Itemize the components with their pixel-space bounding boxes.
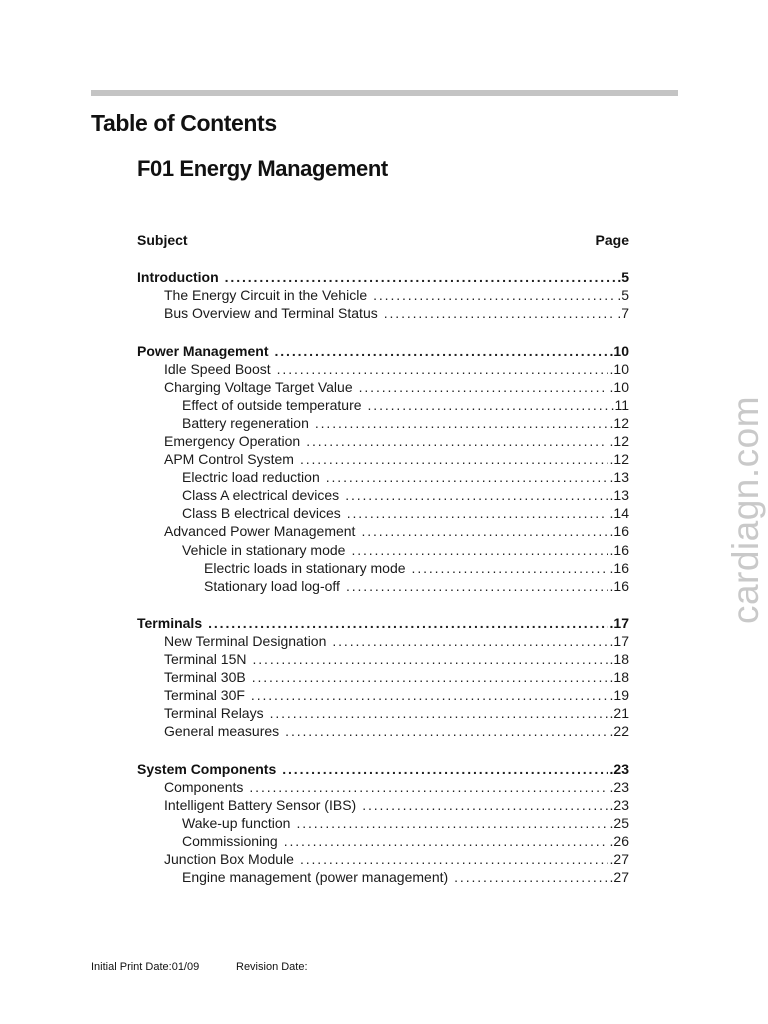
- toc-section[interactable]: [137, 760, 629, 778]
- dot-leader: [412, 559, 608, 577]
- toc-section[interactable]: [137, 342, 629, 360]
- toc-entry-page: .13: [609, 487, 629, 503]
- document-title: F01 Energy Management: [137, 156, 388, 181]
- toc-entry-label: Class A electrical devices: [182, 487, 340, 503]
- toc-entry-page: .23: [609, 797, 629, 813]
- toc-entry[interactable]: [137, 722, 629, 740]
- toc-entry-label: System Components: [137, 761, 277, 777]
- subject-column-header: Subject: [137, 232, 188, 248]
- toc-entry-label: New Terminal Designation: [164, 633, 327, 649]
- toc-entry[interactable]: [137, 541, 629, 559]
- toc-entry[interactable]: [137, 450, 629, 468]
- toc-entry[interactable]: [137, 850, 629, 868]
- toc-entry-page: .5: [617, 287, 629, 303]
- toc-entry-label: Terminal 15N: [164, 651, 247, 667]
- toc-entry[interactable]: [137, 796, 629, 814]
- toc-entry-label: The Energy Circuit in the Vehicle: [164, 287, 368, 303]
- toc-entry-page: .23: [609, 761, 629, 777]
- toc-section[interactable]: [137, 614, 629, 632]
- toc-entry-label: Emergency Operation: [164, 433, 301, 449]
- toc-entry-page: .12: [609, 451, 629, 467]
- toc-entry-label: Commissioning: [182, 833, 278, 849]
- toc-entry[interactable]: [137, 304, 629, 322]
- toc-entry-label: Terminal 30B: [164, 669, 246, 685]
- dot-leader: [225, 268, 616, 286]
- toc-entry-label: Terminals: [137, 615, 203, 631]
- toc-entry-page: .16: [609, 560, 629, 576]
- toc-entry-page: .10: [609, 343, 629, 359]
- toc-entry-label: General measures: [164, 723, 280, 739]
- dot-leader: [284, 832, 608, 850]
- toc-entry[interactable]: [137, 868, 629, 886]
- toc-entry[interactable]: [137, 286, 629, 304]
- toc-entry-label: Terminal 30F: [164, 687, 245, 703]
- dot-leader: [252, 668, 608, 686]
- dot-leader: [282, 760, 607, 778]
- toc-entry-label: Components: [164, 779, 244, 795]
- toc-entry[interactable]: [137, 468, 629, 486]
- dot-leader: [270, 704, 608, 722]
- toc-entry[interactable]: [137, 432, 629, 450]
- revision-date: Revision Date:: [236, 961, 308, 973]
- toc-entry[interactable]: [137, 360, 629, 378]
- toc-entry-label: Bus Overview and Terminal Status: [164, 305, 378, 321]
- dot-leader: [346, 577, 608, 595]
- toc-entry[interactable]: [137, 832, 629, 850]
- toc-entry[interactable]: [137, 378, 629, 396]
- toc-entry[interactable]: [137, 559, 629, 577]
- toc-entry-page: .7: [617, 305, 629, 321]
- dot-leader: [351, 541, 607, 559]
- toc-entry-label: Advanced Power Management: [164, 523, 356, 539]
- toc-entry-page: .16: [609, 542, 629, 558]
- dot-leader: [359, 378, 608, 396]
- toc-entry-label: Electric load reduction: [182, 469, 320, 485]
- toc-entry-label: Class B electrical devices: [182, 505, 341, 521]
- dot-leader: [454, 868, 607, 886]
- dot-leader: [249, 778, 607, 796]
- toc-entry-page: .12: [609, 415, 629, 431]
- dot-leader: [306, 432, 607, 450]
- dot-leader: [274, 342, 607, 360]
- toc-entry-label: Charging Voltage Target Value: [164, 379, 353, 395]
- page-column-header: Page: [595, 232, 629, 248]
- toc-entry-label: Effect of outside temperature: [182, 397, 362, 413]
- dot-leader: [362, 796, 607, 814]
- dot-leader: [300, 850, 608, 868]
- dot-leader: [252, 650, 607, 668]
- toc-entry-page: .19: [609, 687, 629, 703]
- toc-entry[interactable]: [137, 522, 629, 540]
- toc-entry-page: .16: [609, 523, 629, 539]
- toc-entry-page: .21: [609, 705, 629, 721]
- toc-entry[interactable]: [137, 632, 629, 650]
- toc-entry-page: .17: [609, 633, 629, 649]
- toc-entry[interactable]: [137, 686, 629, 704]
- toc-entry-page: .23: [609, 779, 629, 795]
- toc-entry-label: APM Control System: [164, 451, 294, 467]
- toc-entry-label: Intelligent Battery Sensor (IBS): [164, 797, 357, 813]
- dot-leader: [368, 396, 609, 414]
- toc-entry-page: .16: [609, 578, 629, 594]
- toc-entry-page: .25: [609, 815, 629, 831]
- toc-entry-page: .26: [609, 833, 629, 849]
- toc-entry-page: .14: [609, 505, 629, 521]
- toc-entry[interactable]: [137, 396, 629, 414]
- toc-entry-label: Power Management: [137, 343, 269, 359]
- toc-entry-label: Idle Speed Boost: [164, 361, 271, 377]
- toc-entry[interactable]: [137, 414, 629, 432]
- toc-entry[interactable]: [137, 704, 629, 722]
- toc-entry-label: Terminal Relays: [164, 705, 264, 721]
- toc-entry-label: Wake-up function: [182, 815, 291, 831]
- dot-leader: [208, 614, 607, 632]
- toc-entry[interactable]: [137, 650, 629, 668]
- dot-leader: [326, 468, 608, 486]
- toc-entry-page: .17: [609, 615, 629, 631]
- toc-entry-page: .5: [617, 269, 629, 285]
- toc-entry-page: .10: [609, 379, 629, 395]
- toc-entry-label: Battery regeneration: [182, 415, 309, 431]
- dot-leader: [277, 360, 608, 378]
- toc-entry-page: .11: [610, 397, 629, 413]
- dot-leader: [251, 686, 608, 704]
- dot-leader: [347, 504, 608, 522]
- toc-entry-page: .22: [609, 723, 629, 739]
- watermark: cardiagn.com: [725, 395, 766, 625]
- toc-entry[interactable]: [137, 814, 629, 832]
- dot-leader: [296, 814, 607, 832]
- toc-section[interactable]: [137, 268, 629, 286]
- toc-entry-page: .27: [609, 851, 629, 867]
- toc-entry-label: Engine management (power management): [182, 869, 449, 885]
- toc-entry-label: Stationary load log-off: [204, 578, 340, 594]
- toc-entry-page: .13: [609, 469, 629, 485]
- toc-entry-page: .10: [609, 361, 629, 377]
- dot-leader: [332, 632, 607, 650]
- dot-leader: [384, 304, 616, 322]
- toc-entry[interactable]: [137, 486, 629, 504]
- dot-leader: [300, 450, 608, 468]
- dot-leader: [315, 414, 608, 432]
- toc-entry[interactable]: [137, 577, 629, 595]
- toc-entry[interactable]: [137, 778, 629, 796]
- toc-entry-page: .18: [609, 651, 629, 667]
- toc-entry-label: Junction Box Module: [164, 851, 294, 867]
- dot-leader: [373, 286, 615, 304]
- toc-entry-page: .18: [609, 669, 629, 685]
- toc-entry-label: Vehicle in stationary mode: [182, 542, 346, 558]
- toc-entry[interactable]: [137, 668, 629, 686]
- toc-entry-label: Introduction: [137, 269, 219, 285]
- toc-heading: Table of Contents: [91, 110, 277, 136]
- toc-entry[interactable]: [137, 504, 629, 522]
- dot-leader: [361, 522, 607, 540]
- initial-print-date: Initial Print Date:01/09: [91, 961, 200, 973]
- toc-entry-page: .12: [609, 433, 629, 449]
- toc-entry-label: Electric loads in stationary mode: [204, 560, 406, 576]
- dot-leader: [345, 486, 607, 504]
- toc-entry-page: .27: [609, 869, 629, 885]
- dot-leader: [285, 722, 607, 740]
